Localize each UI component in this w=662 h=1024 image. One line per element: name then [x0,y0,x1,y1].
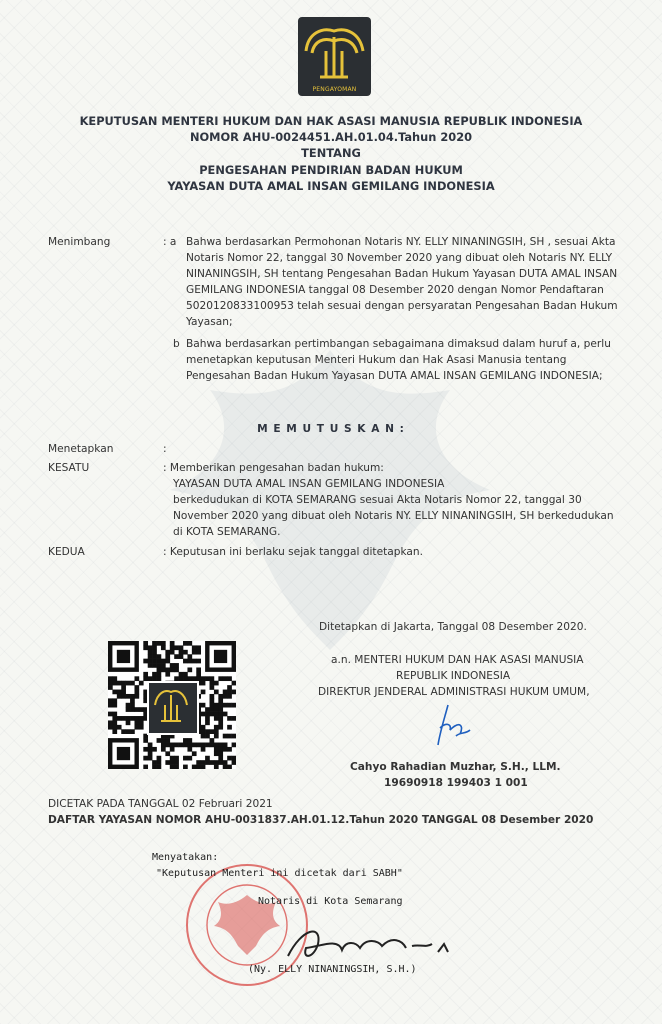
qr-emblem-logo [147,681,199,735]
notary-name: (Ny. ELLY NINANINGSIH, S.H.) [248,964,417,975]
official-signature-icon [430,700,475,750]
decree-tentang: TENTANG [301,146,361,160]
text-line: Yayasan; [186,316,233,328]
text-line: Pengesahan Badan Hukum Yayasan DUTA AMAL INSAN GEMILANG INDONESIA; [186,370,603,382]
signer-nip: 19690918 199403 1 001 [384,777,528,789]
decree-number: NOMOR AHU-0024451.AH.01.04.Tahun 2020 [189,130,473,144]
notary-declaration-text: "Keputusan Menteri ini dicetak dari SABH" [156,868,403,879]
menimbang-b-text [186,336,626,384]
menetapkan-label: Menetapkan [48,443,114,455]
kedua-label: KEDUA [48,546,85,558]
pengayoman-tree-icon [298,17,371,85]
text-line: NINANINGSIH, SH tentang Pengesahan Badan Hukum Yayasan DUTA AMAL INSAN [186,268,618,280]
on-behalf-line3: DIREKTUR JENDERAL ADMINISTRASI HUKUM UMUM, [318,686,590,698]
notary-signature-icon [282,918,462,968]
menimbang-b-marker: b [173,338,180,350]
menimbang-label: Menimbang [48,236,111,248]
menimbang-a-text [186,234,626,330]
on-behalf-line2: REPUBLIK INDONESIA [396,670,511,682]
notary-declaration-label: Menyatakan: [152,852,219,863]
memutuskan-heading: M E M U T U S K A N : [257,423,405,435]
foundation-name-heading: YAYASAN DUTA AMAL INSAN GEMILANG INDONESIA [167,179,495,193]
kedua-text: : Keputusan ini berlaku sejak tanggal ditetapkan. [163,546,423,558]
qr-code [108,641,236,769]
menetapkan-colon: : [163,443,167,455]
registry-number: DAFTAR YAYASAN NOMOR AHU-0031837.AH.01.12.Tahun 2020 TANGGAL 08 Desember 2020 [48,814,594,826]
text-line: November 2020 yang dibuat oleh Notaris NY. ELLY NINANINGSIH, SH berkedudukan [173,510,614,522]
text-line: GEMILANG INDONESIA tanggal 08 Desember 2020 dengan Nomor Pendaftaran [186,284,604,296]
text-line: Bahwa berdasarkan Permohonan Notaris NY. ELLY NINANINGSIH, SH , sesuai Akta [186,236,616,248]
menimbang-a-marker: : a [163,236,177,248]
kesatu-text [173,476,628,540]
date-place: Ditetapkan di Jakarta, Tanggal 08 Desember 2020. [319,621,587,633]
text-line: di KOTA SEMARANG. [173,526,281,538]
text-line: 5020120833100953 telah sesuai dengan persyaratan Pengesahan Badan Hukum [186,300,618,312]
printed-date: DICETAK PADA TANGGAL 02 Februari 2021 [48,798,273,810]
decree-title: KEPUTUSAN MENTERI HUKUM DAN HAK ASASI MANUSIA REPUBLIK INDONESIA [79,114,583,128]
text-line: Bahwa berdasarkan pertimbangan sebagaimana dimaksud dalam huruf a, perlu [186,338,611,350]
notary-location: Notaris di Kota Semarang [258,896,403,907]
on-behalf-line1: a.n. MENTERI HUKUM DAN HAK ASASI MANUSIA [331,654,584,666]
kesatu-intro: : Memberikan pengesahan badan hukum: [163,462,384,474]
text-line: Notaris Nomor 22, tanggal 30 November 2020 yang dibuat oleh Notaris NY. ELLY [186,252,613,264]
text-line: menetapkan keputusan Menteri Hukum dan Hak Asasi Manusia tentang [186,354,567,366]
pengayoman-tree-icon [149,683,193,729]
text-line: YAYASAN DUTA AMAL INSAN GEMILANG INDONESIA [173,478,445,490]
text-line: berkedudukan di KOTA SEMARANG sesuai Akta Notaris Nomor 22, tanggal 30 [173,494,582,506]
kesatu-label: KESATU [48,462,90,474]
decree-subject: PENGESAHAN PENDIRIAN BADAN HUKUM [199,163,463,177]
signer-name: Cahyo Rahadian Muzhar, S.H., LLM. [350,761,561,773]
ministry-emblem-logo [298,17,371,96]
emblem-caption: PENGAYOMAN [312,86,357,93]
